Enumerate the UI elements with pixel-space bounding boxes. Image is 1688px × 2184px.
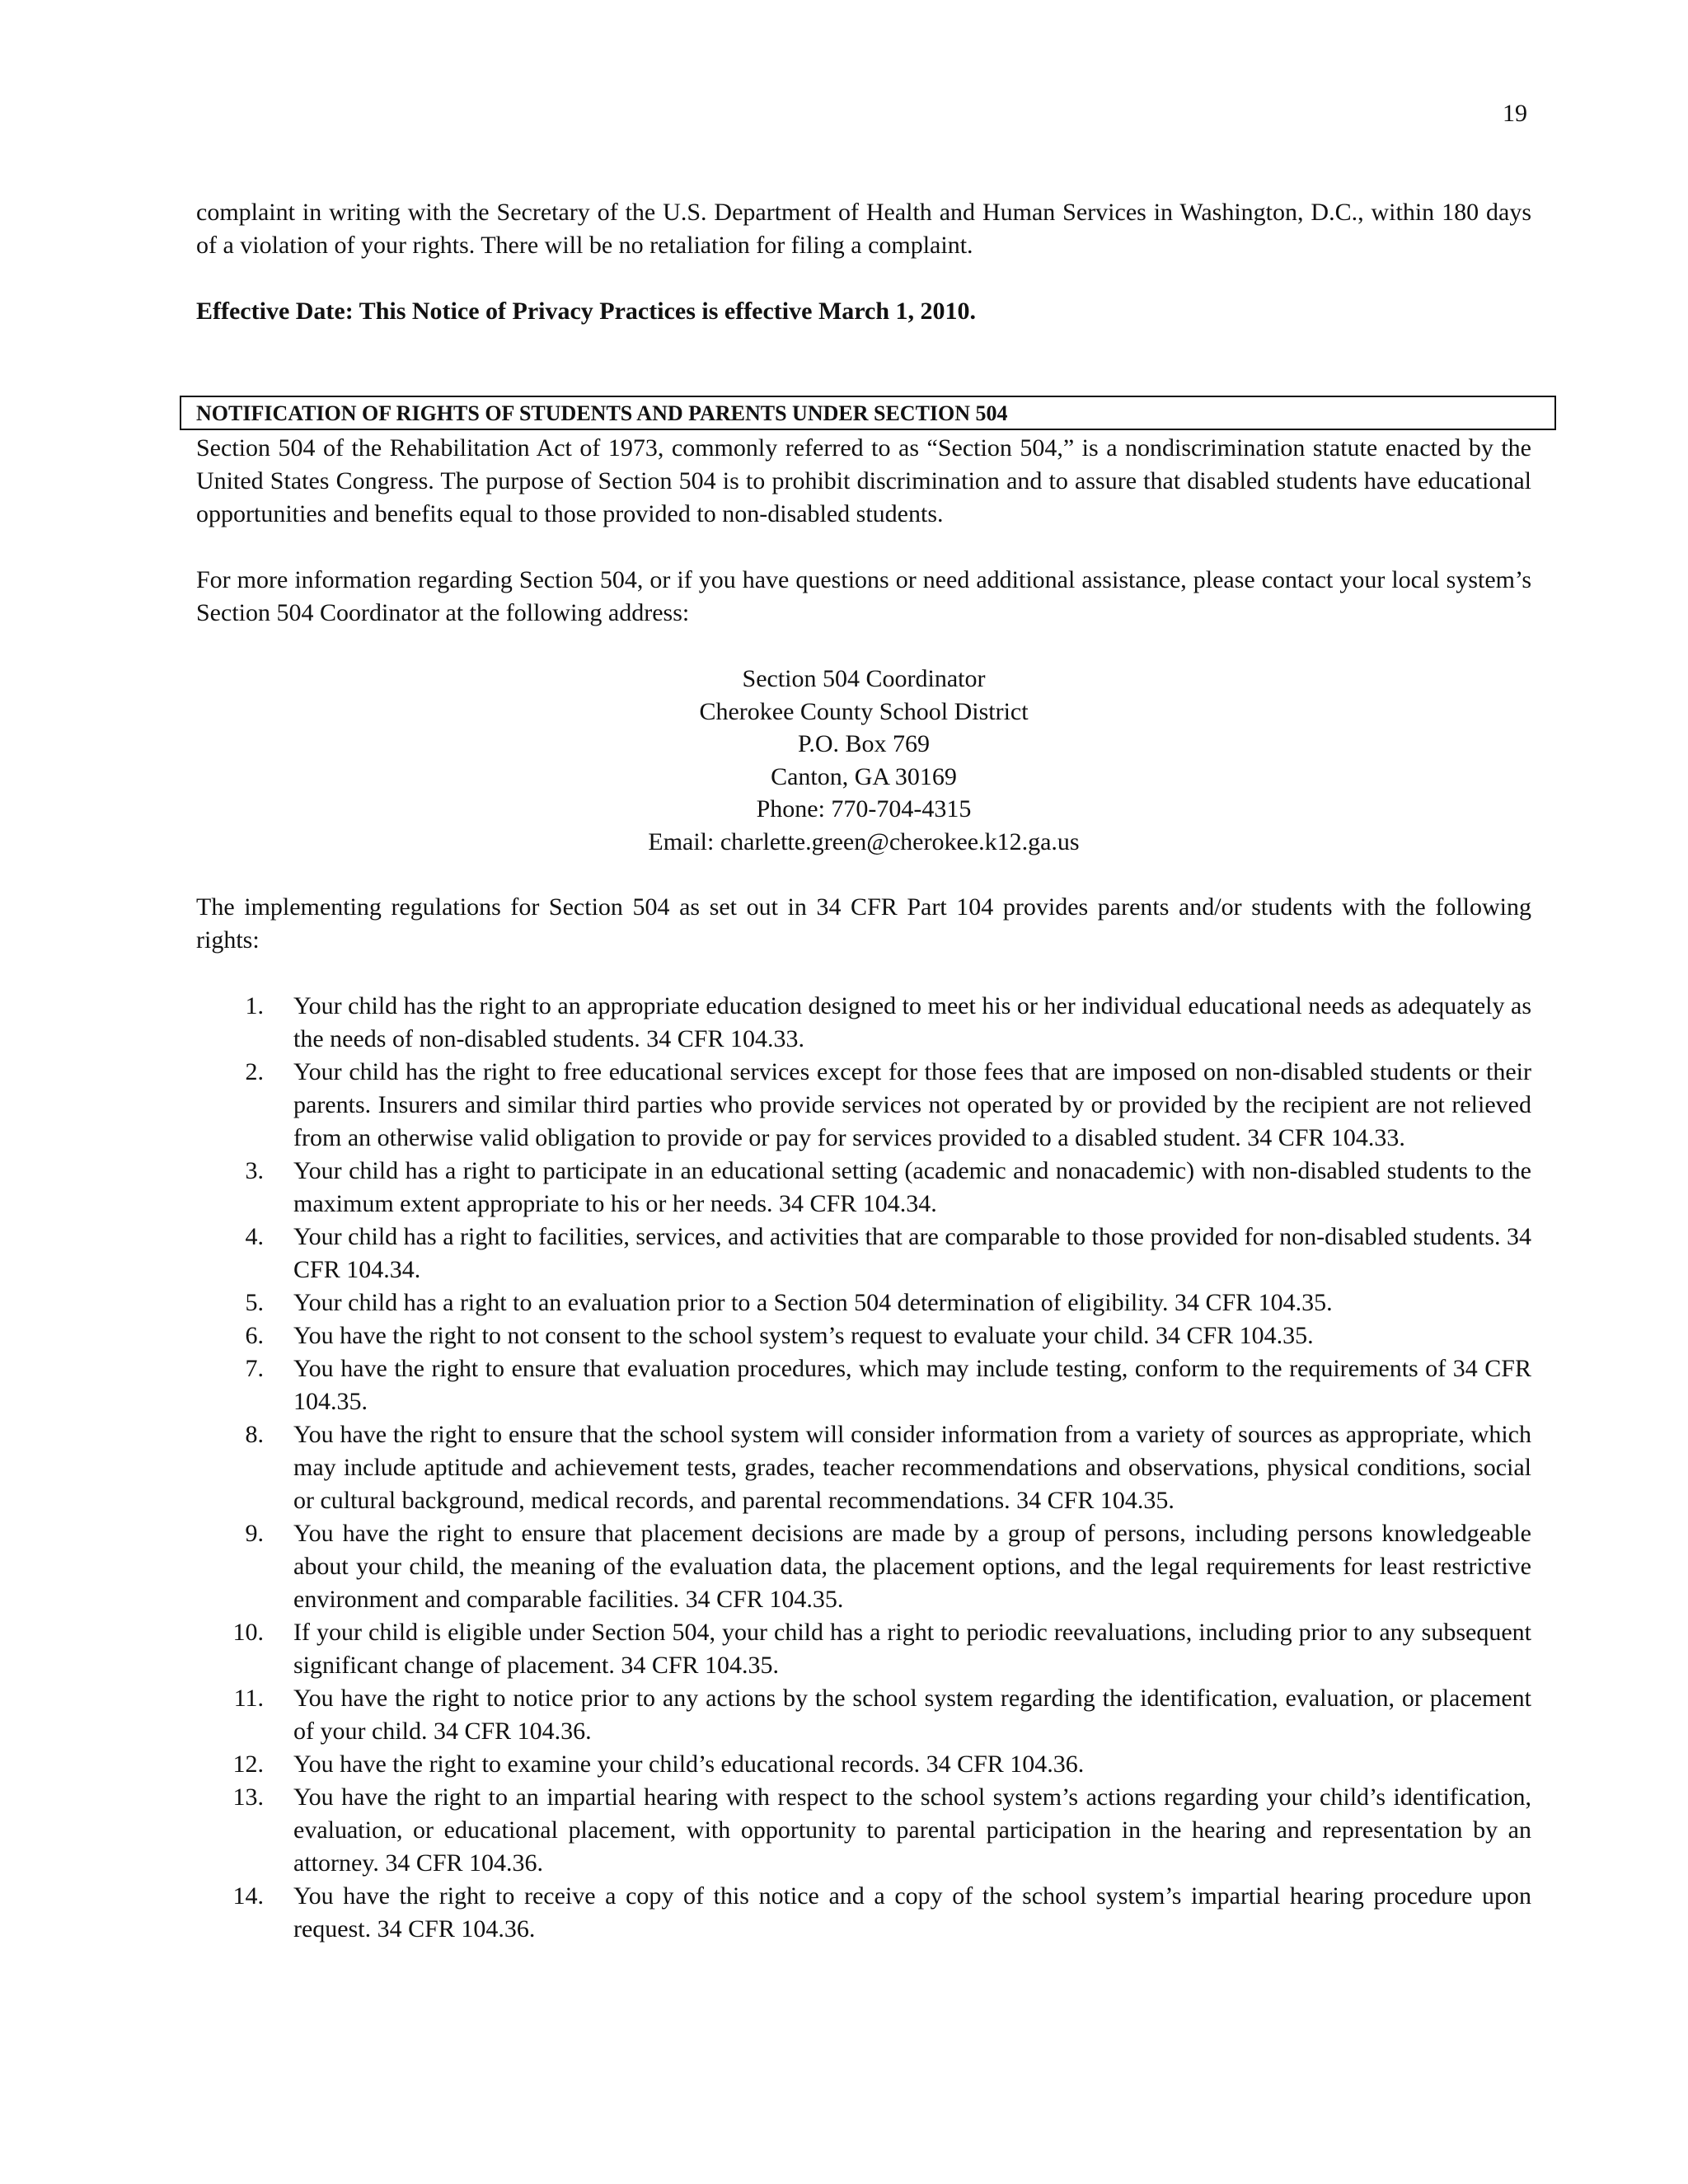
list-item-number: 10. [232,1619,264,1646]
list-item-number: 7. [245,1355,264,1382]
list-item-number: 14. [232,1882,264,1910]
list-item-number: 12. [232,1750,264,1778]
list-item-number: 1. [245,992,264,1019]
address-line: Cherokee County School District [699,697,1029,725]
coordinator-address [196,663,1531,858]
section-504-paragraph: Section 504 of the Rehabilitation Act of 1973, commonly referred to as “Section 504,” is a nondiscrimination statute enacted by the United States Congress. The purpose of Section 504 is to prohibit discrimination and to assure that disabled students have educational opportunities and benefits equal to those provided to non-disabled students. [196,434,1531,527]
list-item-text: If your child is eligible under Section 504, your child has a right to periodic reevaluations, including prior to any subsequent significant change of placement. 34 CFR 104.35. [293,1619,1531,1679]
list-item-text: You have the right to receive a copy of this notice and a copy of the school system’s impartial hearing procedure upon request. 34 CFR 104.36. [293,1882,1531,1943]
address-line: Section 504 Coordinator [742,665,986,692]
rights-list [196,990,1531,1946]
list-item-number: 4. [245,1223,264,1250]
section-heading: NOTIFICATION OF RIGHTS OF STUDENTS AND PARENTS UNDER SECTION 504 [180,396,1556,430]
list-item-text: You have the right to an impartial hearing with respect to the school system’s actions regarding your child’s identification, evaluation, or educational placement, with opportunity to parental participation in the hearing and representation by an attorney. 34 CFR 104.36. [293,1783,1531,1877]
list-item-text: Your child has the right to an appropriate education designed to meet his or her individual educational needs as adequately as the needs of non-disabled students. 34 CFR 104.33. [293,992,1531,1052]
list-item-text: Your child has a right to an evaluation prior to a Section 504 determination of eligibility. 34 CFR 104.35. [293,1289,1333,1316]
list-item-number: 5. [245,1289,264,1316]
list-item-text: You have the right to examine your child’s educational records. 34 CFR 104.36. [293,1750,1085,1778]
list-item-number: 8. [245,1421,264,1448]
list-item-number: 13. [232,1783,264,1811]
list-item [196,1286,1531,1319]
page-number: 19 [1503,100,1527,127]
list-item-number: 2. [245,1058,264,1085]
list-item [196,1056,1531,1155]
list-item [196,1517,1531,1616]
list-item [196,1352,1531,1418]
list-item [196,1781,1531,1880]
document-body [196,196,1531,1946]
list-item-text: You have the right to ensure that the school system will consider information from a variety of sources as appropriate, which may include aptitude and achievement tests, grades, teacher recommendations and observations, physical conditions, social or cultural background, medical records, and parental recommendations. 34 CFR 104.35. [293,1421,1531,1514]
list-item-text: You have the right to ensure that placement decisions are made by a group of persons, including persons knowledgeable about your child, the meaning of the evaluation data, the placement options, and the legal requirements for least restrictive environment and comparable facilities. 34 CFR 104.35. [293,1520,1531,1613]
list-item-text: Your child has a right to facilities, services, and activities that are comparable to those provided for non-disabled students. 34 CFR 104.34. [293,1223,1531,1283]
list-item-text: You have the right to notice prior to any actions by the school system regarding the identification, evaluation, or placement of your child. 34 CFR 104.36. [293,1685,1531,1745]
intro-paragraph: complaint in writing with the Secretary of the U.S. Department of Health and Human Services in Washington, D.C., within 180 days of a violation of your rights. There will be no retaliation for filing a complaint. [196,199,1531,259]
effective-date: Effective Date: This Notice of Privacy Practices is effective March 1, 2010. [196,298,977,325]
address-line: P.O. Box 769 [797,730,931,757]
list-item-number: 3. [245,1157,264,1184]
list-item-number: 6. [245,1322,264,1349]
address-email: Email: charlette.green@cherokee.k12.ga.us [648,827,1080,855]
list-item-text: Your child has a right to participate in an educational setting (academic and nonacademic) with non-disabled students to the maximum extent appropriate to his or her needs. 34 CFR 104.34. [293,1157,1531,1217]
contact-paragraph: For more information regarding Section 504, or if you have questions or need additional assistance, please contact your local system’s Section 504 Coordinator at the following address: [196,566,1531,626]
list-item [196,1682,1531,1748]
list-item [196,1221,1531,1286]
rights-intro: The implementing regulations for Section 504 as set out in 34 CFR Part 104 provides parents and/or students with the following rights: [196,893,1531,954]
list-item-text: Your child has the right to free educational services except for those fees that are imposed on non-disabled students or their parents. Insurers and similar third parties who provide services not operated by or provided by the recipient are not relieved from an otherwise valid obligation to provide or pay for services provided to a disabled student. 34 CFR 104.33. [293,1058,1531,1151]
list-item [196,1748,1531,1781]
list-item [196,1880,1531,1946]
list-item [196,1319,1531,1352]
list-item-text: You have the right to not consent to the school system’s request to evaluate your child. 34 CFR 104.35. [293,1322,1314,1349]
address-line: Canton, GA 30169 [771,762,957,790]
address-phone: Phone: 770-704-4315 [756,795,972,823]
list-item [196,1616,1531,1682]
list-item-number: 9. [245,1520,264,1547]
list-item-number: 11. [233,1685,264,1712]
list-item-text: You have the right to ensure that evaluation procedures, which may include testing, conform to the requirements of 34 CFR 104.35. [293,1355,1531,1415]
list-item [196,1418,1531,1517]
list-item [196,1155,1531,1221]
list-item [196,990,1531,1056]
